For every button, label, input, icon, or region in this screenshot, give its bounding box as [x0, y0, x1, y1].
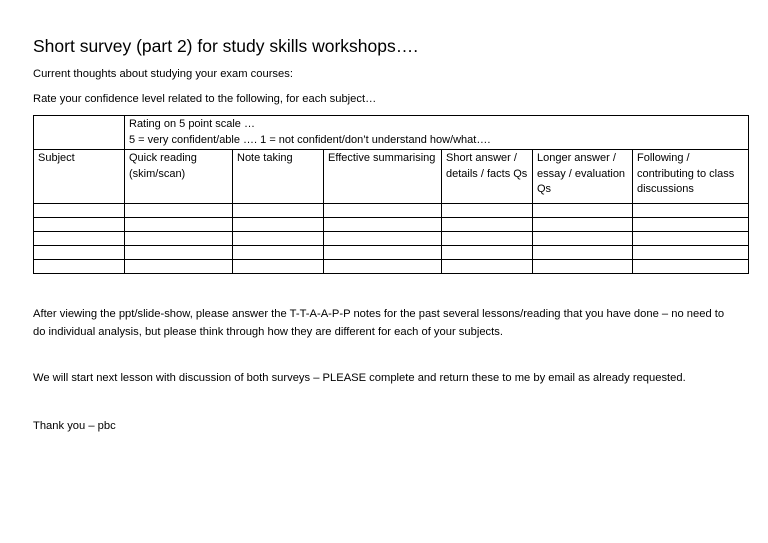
blank-cell[interactable] — [125, 260, 233, 274]
signoff-text: Thank you – pbc — [33, 420, 116, 432]
rating-scale-line-2: 5 = very confident/able …. 1 = not confident/don’t understand how/what…. — [129, 133, 491, 146]
next-lesson-paragraph: We will start next lesson with discussion of both surveys – PLEASE complete and return these to me by email as already requested. — [33, 372, 686, 384]
blank-cell[interactable] — [633, 232, 749, 246]
rating-scale-empty-cell — [34, 116, 125, 150]
blank-cell[interactable] — [233, 218, 324, 232]
header-row — [34, 150, 749, 204]
blank-cell[interactable] — [533, 218, 633, 232]
blank-cell[interactable] — [324, 204, 442, 218]
blank-cell[interactable] — [533, 232, 633, 246]
rating-scale-cell — [125, 116, 749, 150]
blank-cell[interactable] — [233, 232, 324, 246]
blank-cell[interactable] — [633, 218, 749, 232]
blank-cell[interactable] — [125, 204, 233, 218]
blank-cell[interactable] — [633, 246, 749, 260]
blank-cell[interactable] — [533, 204, 633, 218]
confidence-survey-table — [33, 115, 749, 274]
blank-row — [34, 218, 749, 232]
blank-rows-body — [34, 204, 749, 274]
blank-row — [34, 204, 749, 218]
header-short-answer: Short answer / details / facts Qs — [442, 150, 533, 204]
blank-cell[interactable] — [533, 260, 633, 274]
blank-cell[interactable] — [324, 232, 442, 246]
blank-cell[interactable] — [34, 232, 125, 246]
header-effective-summarising: Effective summarising — [324, 150, 442, 204]
blank-row — [34, 260, 749, 274]
blank-row — [34, 246, 749, 260]
blank-cell[interactable] — [442, 204, 533, 218]
blank-cell[interactable] — [34, 260, 125, 274]
blank-row — [34, 232, 749, 246]
header-class-discussions: Following / contributing to class discussions — [633, 150, 749, 204]
blank-cell[interactable] — [442, 232, 533, 246]
blank-cell[interactable] — [125, 246, 233, 260]
blank-cell[interactable] — [633, 260, 749, 274]
header-longer-answer: Longer answer / essay / evaluation Qs — [533, 150, 633, 204]
blank-cell[interactable] — [233, 246, 324, 260]
header-note-taking: Note taking — [233, 150, 324, 204]
blank-cell[interactable] — [34, 218, 125, 232]
rate-instruction-text: Rate your confidence level related to the following, for each subject… — [33, 93, 377, 105]
rating-scale-line-1: Rating on 5 point scale … — [129, 118, 255, 130]
blank-cell[interactable] — [34, 204, 125, 218]
header-quick-reading: Quick reading (skim/scan) — [125, 150, 233, 204]
blank-cell[interactable] — [125, 218, 233, 232]
blank-cell[interactable] — [233, 260, 324, 274]
blank-cell[interactable] — [324, 218, 442, 232]
blank-cell[interactable] — [324, 246, 442, 260]
document-title: Short survey (part 2) for study skills workshops…. — [33, 36, 419, 56]
blank-cell[interactable] — [125, 232, 233, 246]
blank-cell[interactable] — [442, 218, 533, 232]
blank-cell[interactable] — [442, 246, 533, 260]
blank-cell[interactable] — [34, 246, 125, 260]
rating-scale-row — [34, 116, 749, 150]
blank-cell[interactable] — [633, 204, 749, 218]
blank-cell[interactable] — [233, 204, 324, 218]
header-subject: Subject — [34, 150, 125, 204]
blank-cell[interactable] — [533, 246, 633, 260]
blank-cell[interactable] — [324, 260, 442, 274]
instruction-paragraph: After viewing the ppt/slide-show, please answer the T-T-A-A-P-P notes for the past several lessons/reading that you have done – no need to do individual analysis, but please think through how they are different for each of your subjects. — [33, 308, 725, 338]
intro-text: Current thoughts about studying your exam courses: — [33, 68, 293, 80]
blank-cell[interactable] — [442, 260, 533, 274]
